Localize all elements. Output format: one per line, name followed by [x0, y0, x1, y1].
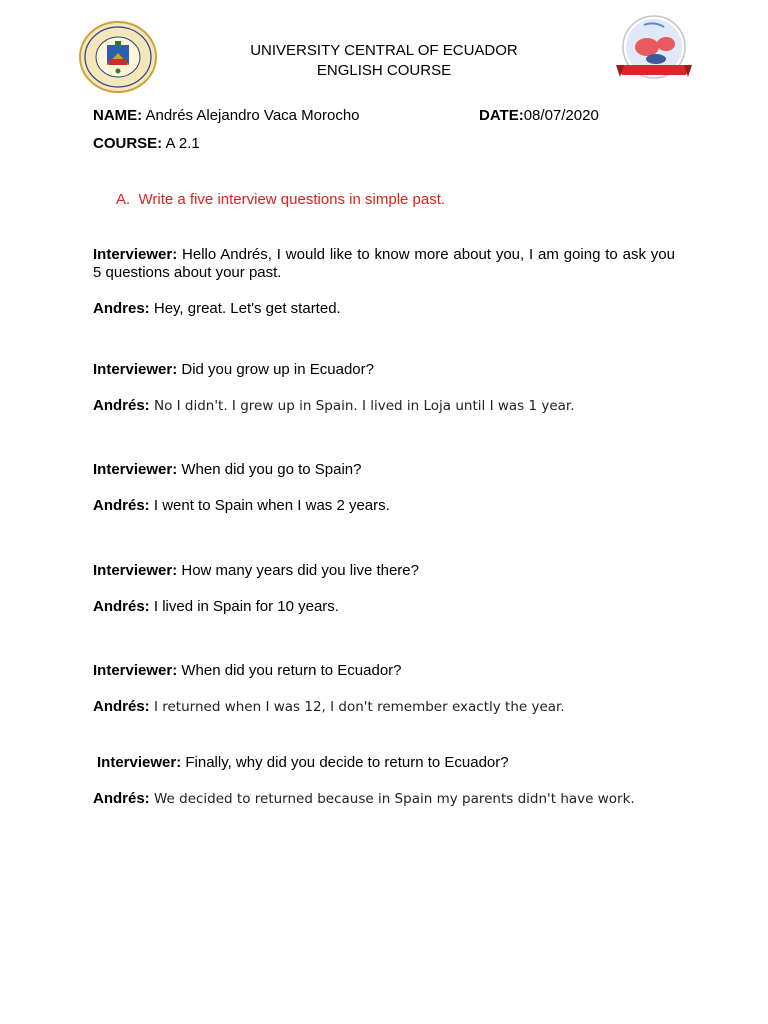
- speaker-label: Interviewer:: [97, 754, 182, 771]
- dialogue-line: [93, 361, 675, 379]
- dialogue-text: Hello Andrés, I would like to know more about you, I am going to ask you 5 questions about your past.: [93, 246, 675, 281]
- dialogue-text: No I didn't. I grew up in Spain. I lived in Loja until I was 1 year.: [149, 398, 575, 414]
- course-line: [93, 135, 200, 152]
- dialogue-text: Hey, great. Let's get started.: [149, 300, 341, 317]
- date-label: DATE:: [479, 107, 524, 124]
- course-value: A 2.1: [162, 135, 200, 152]
- speaker-label: Andrés:: [93, 497, 150, 514]
- dialogue-line: [93, 562, 675, 580]
- dialogue-text: We decided to returned because in Spain my parents didn't have work.: [149, 791, 635, 807]
- speaker-label: Andres:: [93, 300, 150, 317]
- dialogue-line: [97, 754, 679, 772]
- course-title: ENGLISH COURSE: [316, 62, 452, 79]
- dialogue-line: [93, 461, 675, 479]
- dialogue-line: [93, 300, 675, 318]
- dialogue-text: When did you go to Spain?: [177, 461, 362, 478]
- date-value: 08/07/2020: [523, 107, 599, 124]
- date-line: [479, 107, 599, 124]
- speaker-label: Andrés:: [93, 698, 150, 715]
- speaker-label: Interviewer:: [93, 662, 178, 679]
- dialogue-line: [93, 790, 675, 808]
- speaker-label: Andrés:: [93, 397, 150, 414]
- dialogue-line: [93, 397, 675, 415]
- speaker-label: Interviewer:: [93, 461, 178, 478]
- speaker-label: Andrés:: [93, 598, 150, 615]
- dialogue-line: [93, 246, 675, 282]
- task-marker: A.: [116, 191, 131, 208]
- dialogue-line: [93, 497, 675, 515]
- dialogue-line: [93, 662, 675, 680]
- speaker-label: Interviewer:: [93, 361, 178, 378]
- dialogue-text: How many years did you live there?: [177, 562, 419, 579]
- dialogue-text: Did you grow up in Ecuador?: [177, 361, 374, 378]
- dialogue-text: I went to Spain when I was 2 years.: [149, 497, 390, 514]
- speaker-label: Andrés:: [93, 790, 150, 807]
- dialogue-text: Finally, why did you decide to return to Ecuador?: [181, 754, 509, 771]
- course-label: COURSE:: [93, 135, 163, 152]
- english-course-logo: [614, 15, 694, 87]
- task-text: Write a five interview questions in simple past.: [138, 191, 446, 208]
- dialogue-line: [93, 598, 675, 616]
- task-instruction: [116, 191, 445, 208]
- name-label: NAME:: [93, 107, 143, 124]
- name-value: Andrés Alejandro Vaca Morocho: [142, 107, 360, 124]
- dialogue-line: [93, 698, 675, 716]
- student-name-line: [93, 107, 360, 124]
- dialogue-text: When did you return to Ecuador?: [177, 662, 402, 679]
- university-title: UNIVERSITY CENTRAL OF ECUADOR: [250, 42, 518, 59]
- speaker-label: Interviewer:: [93, 562, 178, 579]
- dialogue-text: I lived in Spain for 10 years.: [149, 598, 339, 615]
- dialogue-text: I returned when I was 12, I don't remember exactly the year.: [149, 699, 565, 715]
- speaker-label: Interviewer:: [93, 246, 178, 263]
